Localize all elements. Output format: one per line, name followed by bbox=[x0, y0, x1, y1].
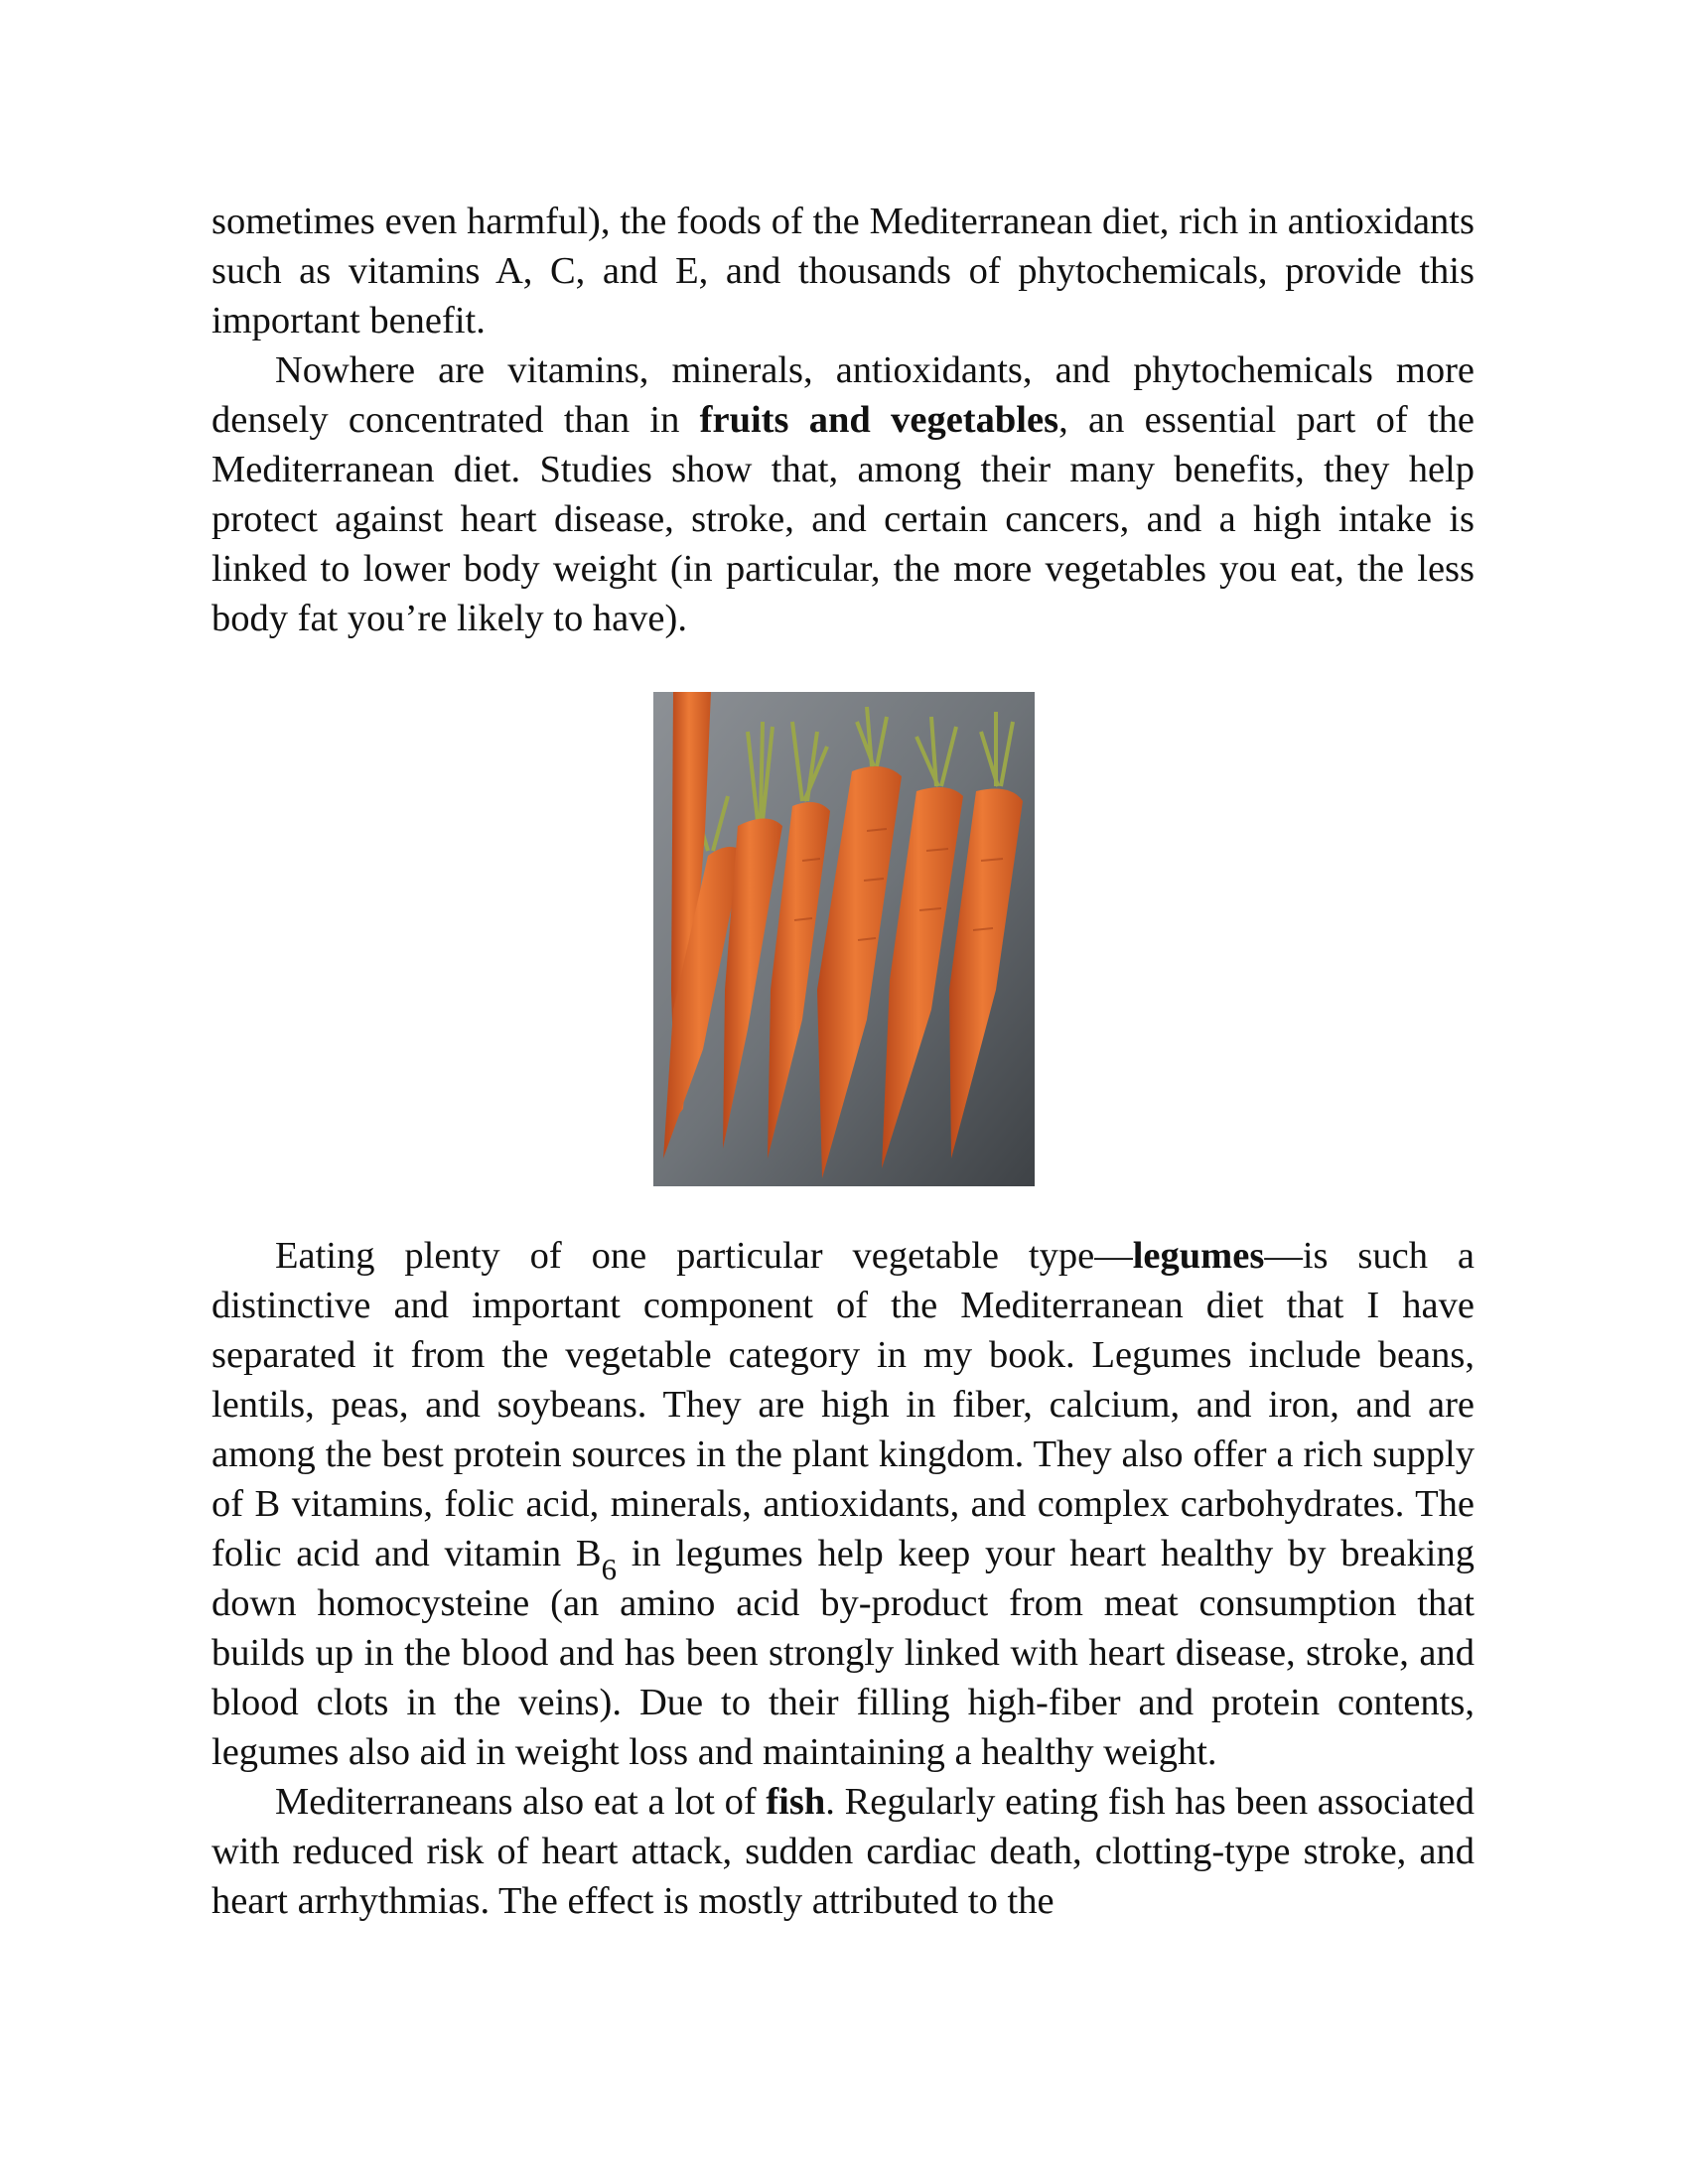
term-legumes: legumes bbox=[1132, 1235, 1265, 1277]
paragraph-4-text-end: . Regularly eating fish has been associated with reduced risk of heart attack, sudden cardiac death, clotting-type stroke, and heart arrhythmias. The effect is mostly attributed to the bbox=[211, 1781, 1475, 1922]
carrots-photo-icon bbox=[653, 692, 1035, 1186]
paragraph-3-text-end: in legumes help keep your heart healthy by breaking down homocysteine (an amino acid by-product from meat consumption that builds up in the blood and has been strongly linked with heart disease, stroke, and blood clots in the veins). Due to their filling high-fiber and protein contents, legumes also aid in weight loss and maintaining a healthy weight. bbox=[211, 1533, 1475, 1773]
paragraph-fruits-vegetables bbox=[211, 345, 1475, 643]
term-fish: fish bbox=[766, 1781, 826, 1823]
page-body bbox=[211, 197, 1475, 643]
paragraph-3-text-middle: —is such a distinctive and important component of the Mediterranean diet that I have separated it from the vegetable category in my book. Legumes include beans, lentils, peas, and soybeans. They are high in fiber, calcium, and iron, and are among the best protein sources in the plant kingdom. They also offer a rich supply of B vitamins, folic acid, minerals, antioxidants, and complex carbohydrates. The folic acid and vitamin B bbox=[211, 1235, 1475, 1574]
paragraph-2-text-end: , an essential part of the Mediterranean diet. Studies show that, among their many benefits, they help protect against heart disease, stroke, and certain cancers, and a high intake is linked to lower body weight (in particular, the more vegetables you eat, the less body fat you’re likely to have). bbox=[211, 399, 1475, 639]
subscript-6: 6 bbox=[601, 1552, 617, 1586]
page-body-continued bbox=[211, 1231, 1475, 1926]
paragraph-4-text-start: Mediterraneans also eat a lot of bbox=[275, 1781, 767, 1823]
paragraph-2-text-start: Nowhere are vitamins, minerals, antioxidants, and phytochemicals more densely concentrated than in bbox=[211, 349, 1475, 441]
paragraph-3-text-start: Eating plenty of one particular vegetable type— bbox=[275, 1235, 1133, 1277]
carrots-image bbox=[653, 692, 1035, 1186]
term-fruits-and-vegetables: fruits and vegetables bbox=[699, 399, 1059, 441]
paragraph-legumes bbox=[211, 1231, 1475, 1777]
paragraph-fish bbox=[211, 1777, 1475, 1926]
paragraph-1: sometimes even harmful), the foods of the Mediterranean diet, rich in antioxidants such as vitamins A, C, and E, and thousands of phytochemicals, provide this important benefit. bbox=[211, 201, 1475, 341]
